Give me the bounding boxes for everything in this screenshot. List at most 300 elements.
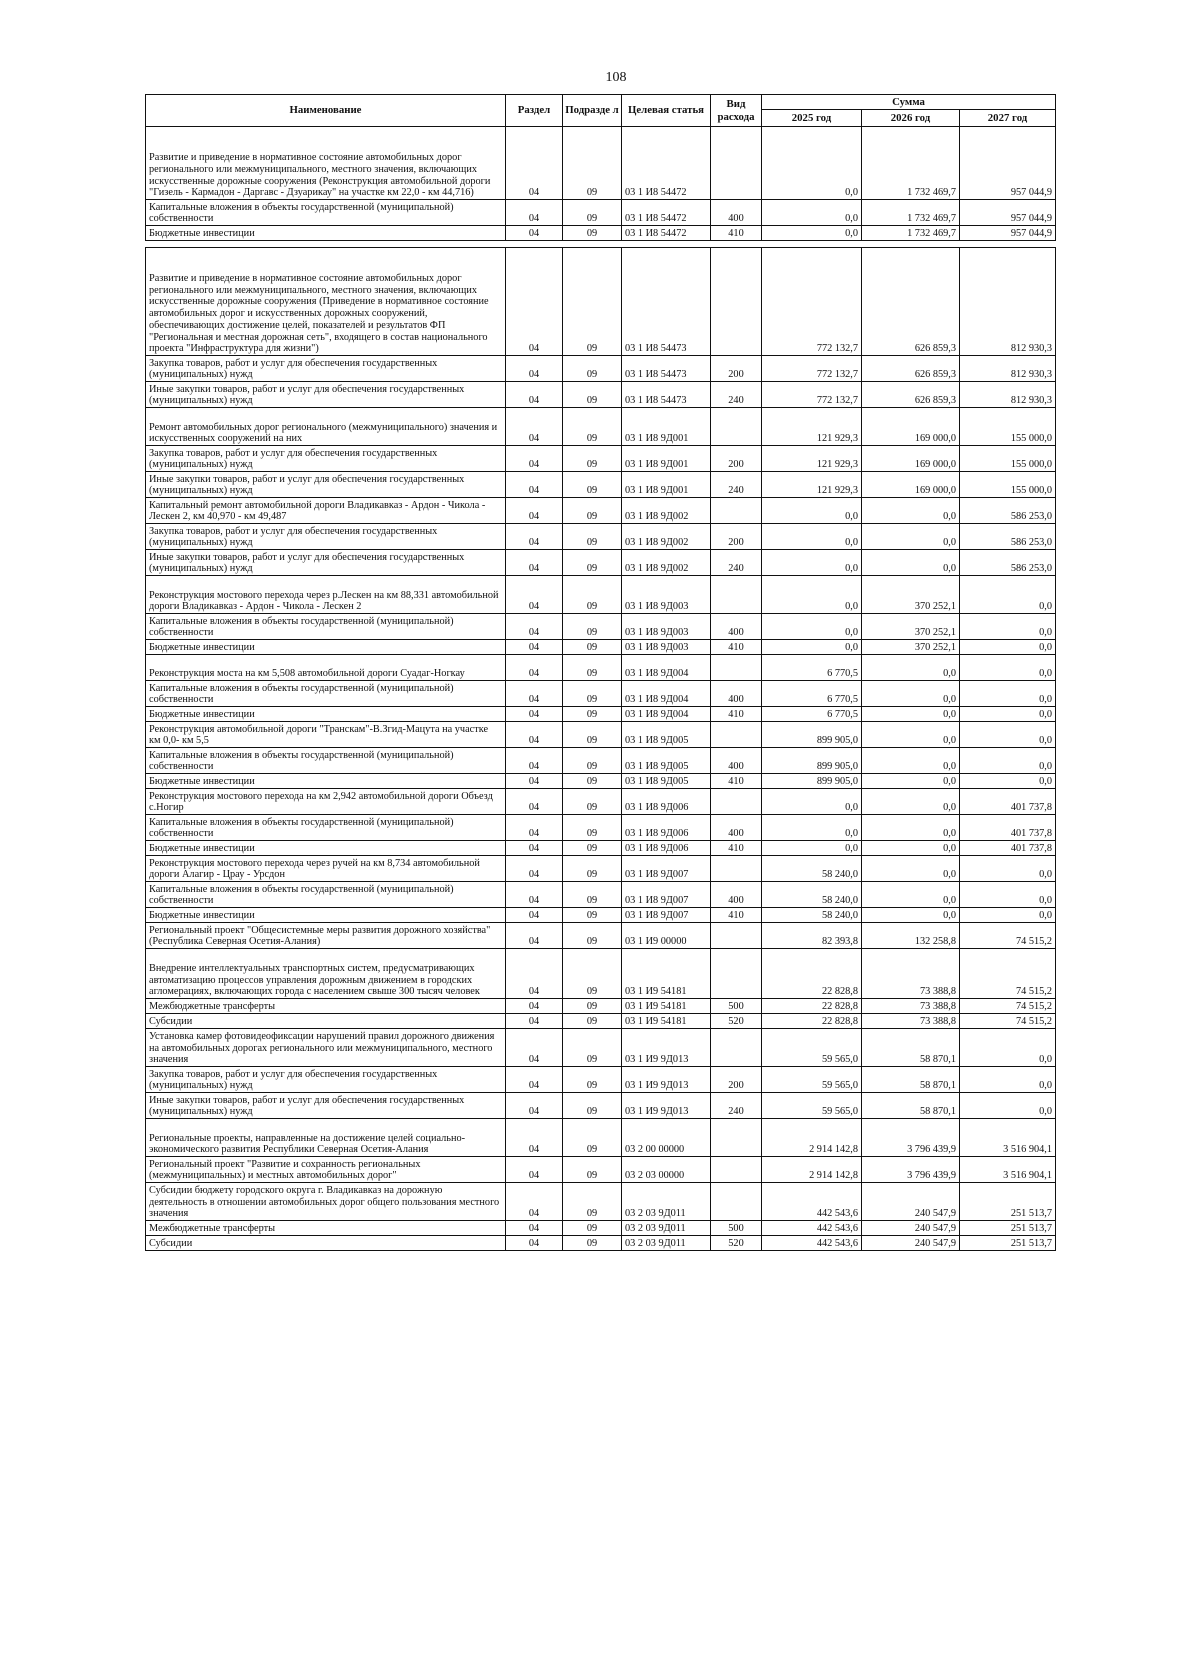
cell-2025: 0,0 — [762, 789, 862, 815]
cell-2026: 626 859,3 — [862, 382, 960, 408]
cell-target-article: 03 1 И8 9Д006 — [622, 841, 711, 856]
cell-target-article: 03 1 И8 9Д007 — [622, 882, 711, 908]
cell-subsection: 09 — [563, 841, 622, 856]
cell-section: 04 — [506, 524, 563, 550]
cell-section: 04 — [506, 1157, 563, 1183]
cell-2025: 0,0 — [762, 841, 862, 856]
cell-2025: 442 543,6 — [762, 1183, 862, 1221]
cell-2026: 169 000,0 — [862, 408, 960, 446]
cell-expense-type: 400 — [711, 614, 762, 640]
table-row — [146, 722, 1056, 748]
cell-target-article: 03 1 И8 9Д001 — [622, 408, 711, 446]
cell-2025: 59 565,0 — [762, 1067, 862, 1093]
cell-2027: 586 253,0 — [960, 550, 1056, 576]
cell-2026: 0,0 — [862, 550, 960, 576]
cell-target-article: 03 1 И9 54181 — [622, 949, 711, 999]
cell-expense-type — [711, 1183, 762, 1221]
cell-target-article: 03 1 И8 9Д006 — [622, 789, 711, 815]
cell-target-article: 03 1 И9 54181 — [622, 1014, 711, 1029]
cell-section: 04 — [506, 856, 563, 882]
cell-2025: 899 905,0 — [762, 722, 862, 748]
cell-2026: 0,0 — [862, 748, 960, 774]
table-row — [146, 999, 1056, 1014]
table-row — [146, 248, 1056, 356]
cell-2026: 0,0 — [862, 856, 960, 882]
cell-2025: 22 828,8 — [762, 1014, 862, 1029]
cell-subsection: 09 — [563, 614, 622, 640]
cell-2025: 0,0 — [762, 200, 862, 226]
cell-subsection: 09 — [563, 1236, 622, 1251]
cell-name: Закупка товаров, работ и услуг для обеспечения государственных (муниципальных) нужд — [146, 1067, 506, 1093]
cell-name: Иные закупки товаров, работ и услуг для обеспечения государственных (муниципальных) нужд — [146, 472, 506, 498]
cell-expense-type — [711, 498, 762, 524]
cell-target-article: 03 2 03 9Д011 — [622, 1183, 711, 1221]
cell-subsection: 09 — [563, 856, 622, 882]
cell-2025: 58 240,0 — [762, 882, 862, 908]
cell-2025: 0,0 — [762, 524, 862, 550]
cell-2026: 626 859,3 — [862, 248, 960, 356]
cell-section: 04 — [506, 1236, 563, 1251]
cell-2026: 0,0 — [862, 524, 960, 550]
cell-target-article: 03 1 И9 9Д013 — [622, 1067, 711, 1093]
table-row — [146, 1221, 1056, 1236]
table-row — [146, 382, 1056, 408]
cell-expense-type: 400 — [711, 681, 762, 707]
cell-2026: 0,0 — [862, 722, 960, 748]
cell-2027: 0,0 — [960, 576, 1056, 614]
cell-name: Внедрение интеллектуальных транспортных систем, предусматривающих автоматизацию процессов управления дорожным движением в городских агломерациях, включающих города с населением свыше 300 тысяч человек — [146, 949, 506, 999]
cell-target-article: 03 1 И8 9Д004 — [622, 655, 711, 681]
cell-section: 04 — [506, 498, 563, 524]
cell-section: 04 — [506, 1029, 563, 1067]
cell-expense-type: 410 — [711, 774, 762, 789]
cell-2027: 74 515,2 — [960, 1014, 1056, 1029]
cell-2025: 2 914 142,8 — [762, 1157, 862, 1183]
cell-subsection: 09 — [563, 524, 622, 550]
cell-name: Бюджетные инвестиции — [146, 774, 506, 789]
cell-target-article: 03 1 И8 9Д007 — [622, 908, 711, 923]
cell-target-article: 03 1 И8 9Д002 — [622, 498, 711, 524]
cell-section: 04 — [506, 382, 563, 408]
cell-expense-type: 240 — [711, 550, 762, 576]
cell-target-article: 03 2 00 00000 — [622, 1119, 711, 1157]
cell-section: 04 — [506, 446, 563, 472]
cell-expense-type: 500 — [711, 999, 762, 1014]
cell-name: Реконструкция мостового перехода через ручей на км 8,734 автомобильной дороги Алагир - Црау - Урсдон — [146, 856, 506, 882]
cell-target-article: 03 1 И8 54472 — [622, 127, 711, 200]
cell-target-article: 03 1 И8 54472 — [622, 200, 711, 226]
cell-target-article: 03 1 И8 9Д003 — [622, 640, 711, 655]
table-row — [146, 127, 1056, 200]
cell-target-article: 03 1 И8 9Д003 — [622, 576, 711, 614]
cell-target-article: 03 1 И8 9Д005 — [622, 748, 711, 774]
cell-2026: 169 000,0 — [862, 446, 960, 472]
cell-2025: 6 770,5 — [762, 655, 862, 681]
cell-section: 04 — [506, 1221, 563, 1236]
cell-2026: 132 258,8 — [862, 923, 960, 949]
cell-2027: 0,0 — [960, 722, 1056, 748]
cell-name: Межбюджетные трансферты — [146, 999, 506, 1014]
cell-subsection: 09 — [563, 655, 622, 681]
cell-2027: 251 513,7 — [960, 1236, 1056, 1251]
cell-2027: 0,0 — [960, 856, 1056, 882]
cell-section: 04 — [506, 908, 563, 923]
cell-name: Закупка товаров, работ и услуг для обеспечения государственных (муниципальных) нужд — [146, 446, 506, 472]
cell-name: Бюджетные инвестиции — [146, 226, 506, 241]
cell-expense-type: 500 — [711, 1221, 762, 1236]
cell-2026: 370 252,1 — [862, 576, 960, 614]
cell-2027: 812 930,3 — [960, 248, 1056, 356]
cell-target-article: 03 1 И8 54473 — [622, 356, 711, 382]
table-row — [146, 1236, 1056, 1251]
cell-target-article: 03 1 И9 00000 — [622, 923, 711, 949]
cell-name: Бюджетные инвестиции — [146, 841, 506, 856]
cell-2027: 957 044,9 — [960, 200, 1056, 226]
header-year-2026: 2026 год — [862, 110, 960, 127]
table-body — [146, 127, 1056, 1251]
cell-target-article: 03 1 И8 9Д001 — [622, 472, 711, 498]
cell-expense-type — [711, 248, 762, 356]
cell-name: Капитальный ремонт автомобильной дороги Владикавказ - Ардон - Чикола - Лескен 2, км 40,970 - км 49,487 — [146, 498, 506, 524]
cell-name: Капитальные вложения в объекты государственной (муниципальной) собственности — [146, 748, 506, 774]
cell-target-article: 03 1 И8 9Д001 — [622, 446, 711, 472]
cell-2027: 0,0 — [960, 1093, 1056, 1119]
cell-subsection: 09 — [563, 356, 622, 382]
cell-2026: 0,0 — [862, 789, 960, 815]
cell-expense-type: 400 — [711, 748, 762, 774]
cell-2025: 121 929,3 — [762, 472, 862, 498]
cell-2026: 3 796 439,9 — [862, 1157, 960, 1183]
cell-2025: 0,0 — [762, 576, 862, 614]
cell-2026: 73 388,8 — [862, 999, 960, 1014]
cell-section: 04 — [506, 949, 563, 999]
cell-expense-type: 410 — [711, 640, 762, 655]
cell-expense-type — [711, 408, 762, 446]
cell-2025: 59 565,0 — [762, 1093, 862, 1119]
cell-2025: 0,0 — [762, 550, 862, 576]
cell-subsection: 09 — [563, 882, 622, 908]
cell-2025: 442 543,6 — [762, 1236, 862, 1251]
table-row — [146, 498, 1056, 524]
cell-2027: 0,0 — [960, 707, 1056, 722]
cell-expense-type — [711, 1157, 762, 1183]
cell-subsection: 09 — [563, 640, 622, 655]
table-row — [146, 446, 1056, 472]
cell-expense-type: 400 — [711, 882, 762, 908]
cell-2026: 1 732 469,7 — [862, 127, 960, 200]
table-row — [146, 408, 1056, 446]
cell-subsection: 09 — [563, 1221, 622, 1236]
cell-2026: 1 732 469,7 — [862, 200, 960, 226]
cell-2025: 0,0 — [762, 226, 862, 241]
table-row — [146, 550, 1056, 576]
cell-2027: 586 253,0 — [960, 498, 1056, 524]
header-sum: Сумма — [762, 95, 1056, 110]
cell-expense-type — [711, 722, 762, 748]
cell-subsection: 09 — [563, 789, 622, 815]
table-row — [146, 1014, 1056, 1029]
cell-2025: 121 929,3 — [762, 446, 862, 472]
cell-subsection: 09 — [563, 1157, 622, 1183]
cell-2026: 58 870,1 — [862, 1067, 960, 1093]
cell-2025: 6 770,5 — [762, 707, 862, 722]
table-row — [146, 774, 1056, 789]
cell-target-article: 03 1 И9 9Д013 — [622, 1029, 711, 1067]
cell-target-article: 03 1 И9 9Д013 — [622, 1093, 711, 1119]
cell-2026: 0,0 — [862, 841, 960, 856]
cell-name: Реконструкция мостового перехода на км 2,942 автомобильной дороги Объезд с.Ногир — [146, 789, 506, 815]
table-row — [146, 640, 1056, 655]
cell-expense-type: 410 — [711, 908, 762, 923]
cell-section: 04 — [506, 707, 563, 722]
cell-subsection: 09 — [563, 498, 622, 524]
cell-2026: 0,0 — [862, 815, 960, 841]
cell-2026: 1 732 469,7 — [862, 226, 960, 241]
cell-2027: 251 513,7 — [960, 1221, 1056, 1236]
cell-section: 04 — [506, 655, 563, 681]
budget-table — [145, 94, 1056, 1251]
table-row — [146, 815, 1056, 841]
cell-name: Развитие и приведение в нормативное состояние автомобильных дорог регионального или межмуниципального, местного значения, включающих искусственные дорожные сооружения (Реконструкция автомобильной дороги "Гизель - Кармадон - Даргавс - Дзуарикау" на участке км 22,0 - км 44,716) — [146, 127, 506, 200]
spacer-cell — [146, 241, 1056, 248]
cell-2025: 0,0 — [762, 614, 862, 640]
cell-section: 04 — [506, 408, 563, 446]
cell-2027: 74 515,2 — [960, 923, 1056, 949]
cell-2027: 0,0 — [960, 1067, 1056, 1093]
cell-2026: 370 252,1 — [862, 640, 960, 655]
table-row — [146, 472, 1056, 498]
cell-2026: 626 859,3 — [862, 356, 960, 382]
cell-2027: 155 000,0 — [960, 446, 1056, 472]
page-number: 108 — [605, 70, 627, 85]
cell-name: Субсидии бюджету городского округа г. Владикавказ на дорожную деятельность в отношении автомобильных дорог общего пользования местного значения — [146, 1183, 506, 1221]
cell-subsection: 09 — [563, 576, 622, 614]
table-row — [146, 200, 1056, 226]
table-row — [146, 1157, 1056, 1183]
table-row — [146, 1093, 1056, 1119]
cell-expense-type — [711, 949, 762, 999]
table-row — [146, 1183, 1056, 1221]
cell-2027: 812 930,3 — [960, 382, 1056, 408]
cell-2025: 0,0 — [762, 640, 862, 655]
cell-target-article: 03 1 И8 9Д004 — [622, 681, 711, 707]
table-row — [146, 576, 1056, 614]
cell-2026: 370 252,1 — [862, 614, 960, 640]
table-row — [146, 841, 1056, 856]
cell-2027: 401 737,8 — [960, 789, 1056, 815]
cell-expense-type: 200 — [711, 446, 762, 472]
cell-2026: 240 547,9 — [862, 1236, 960, 1251]
cell-name: Субсидии — [146, 1236, 506, 1251]
cell-2027: 251 513,7 — [960, 1183, 1056, 1221]
cell-2027: 74 515,2 — [960, 999, 1056, 1014]
cell-expense-type — [711, 856, 762, 882]
table-row — [146, 748, 1056, 774]
cell-subsection: 09 — [563, 722, 622, 748]
cell-section: 04 — [506, 841, 563, 856]
header-target-article: Целевая статья — [622, 95, 711, 127]
cell-section: 04 — [506, 1067, 563, 1093]
cell-target-article: 03 1 И8 9Д003 — [622, 614, 711, 640]
table-row — [146, 707, 1056, 722]
cell-expense-type: 200 — [711, 356, 762, 382]
cell-2026: 240 547,9 — [862, 1183, 960, 1221]
cell-subsection: 09 — [563, 550, 622, 576]
cell-2026: 0,0 — [862, 655, 960, 681]
cell-2027: 0,0 — [960, 640, 1056, 655]
cell-name: Бюджетные инвестиции — [146, 640, 506, 655]
cell-section: 04 — [506, 789, 563, 815]
header-name: Наименование — [146, 95, 506, 127]
cell-target-article: 03 1 И8 54473 — [622, 382, 711, 408]
cell-section: 04 — [506, 1119, 563, 1157]
cell-name: Развитие и приведение в нормативное состояние автомобильных дорог регионального или межмуниципального, местного значения, включающих искусственные дорожные сооружения (Приведение в нормативное состояние автомобильных дорог и искусственных дорожных сооружений, обеспечивающих достижение целей, показателей и результатов ФП "Региональная и местная дорожная сеть", входящего в состав национального проекта "Инфраструктура для жизни") — [146, 248, 506, 356]
cell-2027: 0,0 — [960, 1029, 1056, 1067]
cell-section: 04 — [506, 614, 563, 640]
cell-2026: 0,0 — [862, 774, 960, 789]
cell-section: 04 — [506, 127, 563, 200]
cell-expense-type — [711, 1029, 762, 1067]
cell-subsection: 09 — [563, 226, 622, 241]
cell-expense-type: 240 — [711, 382, 762, 408]
cell-subsection: 09 — [563, 1029, 622, 1067]
cell-target-article: 03 1 И8 54472 — [622, 226, 711, 241]
cell-target-article: 03 1 И8 9Д002 — [622, 524, 711, 550]
header-year-2025: 2025 год — [762, 110, 862, 127]
cell-section: 04 — [506, 1014, 563, 1029]
cell-section: 04 — [506, 815, 563, 841]
cell-2026: 0,0 — [862, 707, 960, 722]
cell-section: 04 — [506, 882, 563, 908]
cell-2026: 3 796 439,9 — [862, 1119, 960, 1157]
table-row — [146, 1029, 1056, 1067]
cell-expense-type: 410 — [711, 841, 762, 856]
cell-section: 04 — [506, 748, 563, 774]
cell-section: 04 — [506, 774, 563, 789]
cell-name: Межбюджетные трансферты — [146, 1221, 506, 1236]
cell-name: Иные закупки товаров, работ и услуг для обеспечения государственных (муниципальных) нужд — [146, 382, 506, 408]
cell-subsection: 09 — [563, 774, 622, 789]
cell-expense-type — [711, 1119, 762, 1157]
cell-target-article: 03 1 И9 54181 — [622, 999, 711, 1014]
cell-subsection: 09 — [563, 127, 622, 200]
cell-2025: 899 905,0 — [762, 748, 862, 774]
cell-subsection: 09 — [563, 949, 622, 999]
cell-subsection: 09 — [563, 1093, 622, 1119]
cell-expense-type: 520 — [711, 1014, 762, 1029]
cell-expense-type: 400 — [711, 815, 762, 841]
cell-section: 04 — [506, 226, 563, 241]
cell-2025: 772 132,7 — [762, 248, 862, 356]
cell-section: 04 — [506, 722, 563, 748]
cell-2027: 74 515,2 — [960, 949, 1056, 999]
cell-section: 04 — [506, 472, 563, 498]
table-row — [146, 226, 1056, 241]
cell-target-article: 03 1 И8 9Д005 — [622, 722, 711, 748]
cell-name: Реконструкция автомобильной дороги "Транскам"-В.Згид-Мацута на участке км 0,0- км 5,5 — [146, 722, 506, 748]
table-row — [146, 1119, 1056, 1157]
header-year-2027: 2027 год — [960, 110, 1056, 127]
cell-2027: 401 737,8 — [960, 815, 1056, 841]
cell-section: 04 — [506, 999, 563, 1014]
cell-2026: 0,0 — [862, 908, 960, 923]
table-row — [146, 856, 1056, 882]
cell-2025: 442 543,6 — [762, 1221, 862, 1236]
cell-2025: 58 240,0 — [762, 856, 862, 882]
cell-2026: 58 870,1 — [862, 1029, 960, 1067]
cell-expense-type: 240 — [711, 472, 762, 498]
row-spacer — [146, 241, 1056, 248]
cell-expense-type: 520 — [711, 1236, 762, 1251]
cell-subsection: 09 — [563, 472, 622, 498]
cell-name: Субсидии — [146, 1014, 506, 1029]
cell-expense-type — [711, 789, 762, 815]
cell-2027: 812 930,3 — [960, 356, 1056, 382]
cell-expense-type — [711, 923, 762, 949]
header-section: Раздел — [506, 95, 563, 127]
table-header — [146, 95, 1056, 127]
cell-2027: 0,0 — [960, 774, 1056, 789]
cell-2026: 73 388,8 — [862, 949, 960, 999]
cell-target-article: 03 1 И8 54473 — [622, 248, 711, 356]
cell-2027: 155 000,0 — [960, 472, 1056, 498]
cell-section: 04 — [506, 1093, 563, 1119]
cell-section: 04 — [506, 356, 563, 382]
cell-2026: 169 000,0 — [862, 472, 960, 498]
cell-name: Иные закупки товаров, работ и услуг для обеспечения государственных (муниципальных) нужд — [146, 550, 506, 576]
cell-name: Капитальные вложения в объекты государственной (муниципальной) собственности — [146, 882, 506, 908]
cell-expense-type — [711, 655, 762, 681]
table-row — [146, 524, 1056, 550]
cell-section: 04 — [506, 923, 563, 949]
cell-2025: 58 240,0 — [762, 908, 862, 923]
cell-section: 04 — [506, 200, 563, 226]
cell-subsection: 09 — [563, 1119, 622, 1157]
cell-2025: 2 914 142,8 — [762, 1119, 862, 1157]
cell-subsection: 09 — [563, 681, 622, 707]
cell-section: 04 — [506, 576, 563, 614]
cell-2025: 22 828,8 — [762, 949, 862, 999]
cell-subsection: 09 — [563, 707, 622, 722]
cell-subsection: 09 — [563, 408, 622, 446]
cell-2027: 0,0 — [960, 748, 1056, 774]
cell-name: Установка камер фотовидеофиксации нарушений правил дорожного движения на автомобильных дорогах регионального или межмуниципального, местного значения — [146, 1029, 506, 1067]
cell-2026: 0,0 — [862, 681, 960, 707]
cell-2025: 82 393,8 — [762, 923, 862, 949]
cell-expense-type: 410 — [711, 707, 762, 722]
cell-2027: 0,0 — [960, 655, 1056, 681]
cell-expense-type: 200 — [711, 524, 762, 550]
cell-subsection: 09 — [563, 923, 622, 949]
cell-name: Региональные проекты, направленные на достижение целей социально-экономического развития Республики Северная Осетия-Алания — [146, 1119, 506, 1157]
cell-2025: 59 565,0 — [762, 1029, 862, 1067]
cell-2027: 0,0 — [960, 882, 1056, 908]
cell-2025: 121 929,3 — [762, 408, 862, 446]
cell-section: 04 — [506, 681, 563, 707]
cell-subsection: 09 — [563, 1067, 622, 1093]
table-row — [146, 614, 1056, 640]
cell-name: Бюджетные инвестиции — [146, 908, 506, 923]
cell-subsection: 09 — [563, 446, 622, 472]
table-row — [146, 1067, 1056, 1093]
cell-name: Бюджетные инвестиции — [146, 707, 506, 722]
cell-section: 04 — [506, 248, 563, 356]
cell-2025: 772 132,7 — [762, 356, 862, 382]
cell-2027: 957 044,9 — [960, 226, 1056, 241]
cell-2025: 0,0 — [762, 815, 862, 841]
cell-2026: 58 870,1 — [862, 1093, 960, 1119]
table-row — [146, 681, 1056, 707]
